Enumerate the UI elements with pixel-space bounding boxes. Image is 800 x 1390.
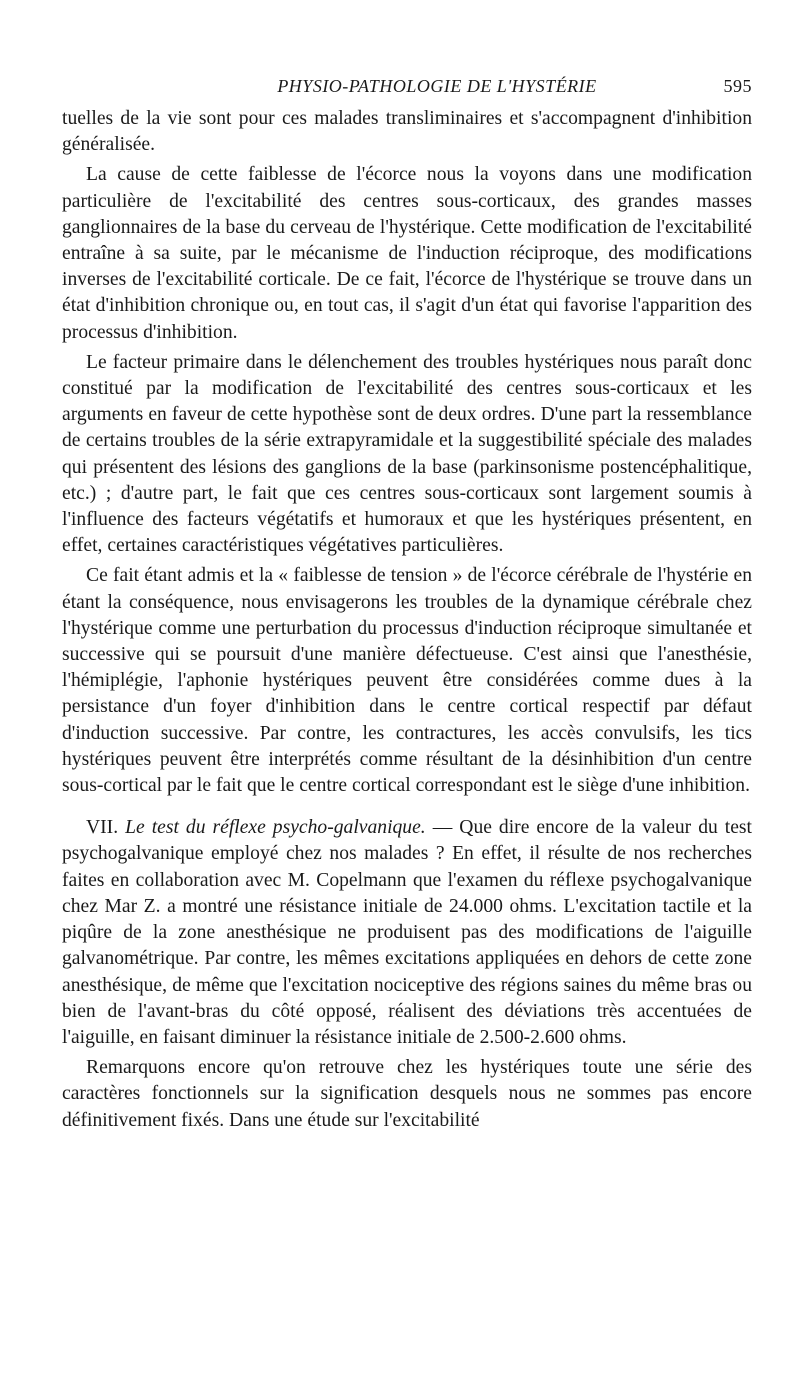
- section-title: Le test du réflexe psycho-galvanique.: [125, 817, 426, 839]
- paragraph-cerebral-dynamics: Ce fait étant admis et la « faiblesse de tension » de l'écorce cérébrale de l'hystérie en étant la conséquence, nous envisagerons les troubles de la dynamique cérébrale chez l'hystérique comme une perturbation du processus d'induction réciproque simultanée et successive qui se poursuit d'une manière défectueuse. C'est ainsi que l'anesthésie, l'hémiplégie, l'aphonie hystériques peuvent être considérées comme dues à la persistance d'un foyer d'inhibition dans le centre cortical respectif par défaut d'induction successive. Par contre, les contractures, les accès convulsifs, les tics hystériques peuvent être interprétés comme résultant de la désinhibition d'un centre sous-cortical par le fait que le centre cortical correspondant est le siège d'une inhibition.: [62, 565, 752, 797]
- section-text: — Que dire encore de la valeur du test psychogalvanique employé chez nos malades ? En effet, il résulte de nos recherches faites en collaboration avec M. Copelmann que l'examen du réflexe psychogalvanique chez Mar Z. a montré une résistance initiale de 24.000 ohms. L'excitation tactile et la piqûre de la zone anesthésique ne produisent pas des modifications de l'aiguille galvanométrique. Par contre, les mêmes excitations appliquées en dehors de cette zone anesthésique, de même que l'excitation nociceptive des régions saines du même bras ou bien de l'avant-bras du côté opposé, réalisent des déviations très accentuées de l'aiguille, en faisant diminuer la résistance initiale de 2.500-2.600 ohms.: [62, 817, 752, 1048]
- section-number: VII.: [86, 817, 119, 839]
- section-psychogalvanic-test: [62, 815, 752, 1051]
- book-page: [62, 76, 752, 1134]
- paragraph-final: Remarquons encore qu'on retrouve chez les hystériques toute une série des caractères fonctionnels sur la signification desquels nous ne sommes pas encore définitivement fixés. Dans une étude sur l'excitabilité: [62, 1057, 752, 1131]
- running-title: PHYSIO-PATHOLOGIE DE L'HYSTÉRIE: [277, 76, 597, 96]
- paragraph-primary-factor: Le facteur primaire dans le délenchement des troubles hystériques nous paraît donc constitué par la modification de l'excitabilité des centres sous-corticaux et les arguments en faveur de cette hypothèse sont de deux ordres. D'une part la ressemblance de certains troubles de la série extrapyramidale et la suggestibilité spéciale des malades qui présentent des lésions des ganglions de la base (parkinsonisme postencéphalitique, etc.) ; d'autre part, le fait que ces centres sous-corticaux sont largement soumis à l'influence des facteurs végétatifs et humoraux et que les hystériques présentent, en effet, certaines caractéristiques végétatives particulières.: [62, 351, 752, 557]
- paragraph-cortex-weakness: La cause de cette faiblesse de l'écorce nous la voyons dans une modification particulière de l'excitabilité des centres sous-corticaux, des grandes masses ganglionnaires de la base du cerveau de l'hystérique. Cette modification de l'excitabilité entraîne à sa suite, par le mécanisme de l'induction réciproque, des modifications inverses de l'excitabilité corticale. De ce fait, l'écorce de l'hystérique se trouve dans un état d'inhibition chronique ou, en tout cas, il s'agit d'un état qui favorise l'apparition des processus d'inhibition.: [62, 164, 752, 343]
- body-text: [62, 106, 752, 1134]
- running-head: [62, 76, 752, 102]
- paragraph-continuation: tuelles de la vie sont pour ces malades transliminaires et s'accompagnent d'inhibition généralisée.: [62, 108, 752, 156]
- page-number: 595: [723, 76, 752, 96]
